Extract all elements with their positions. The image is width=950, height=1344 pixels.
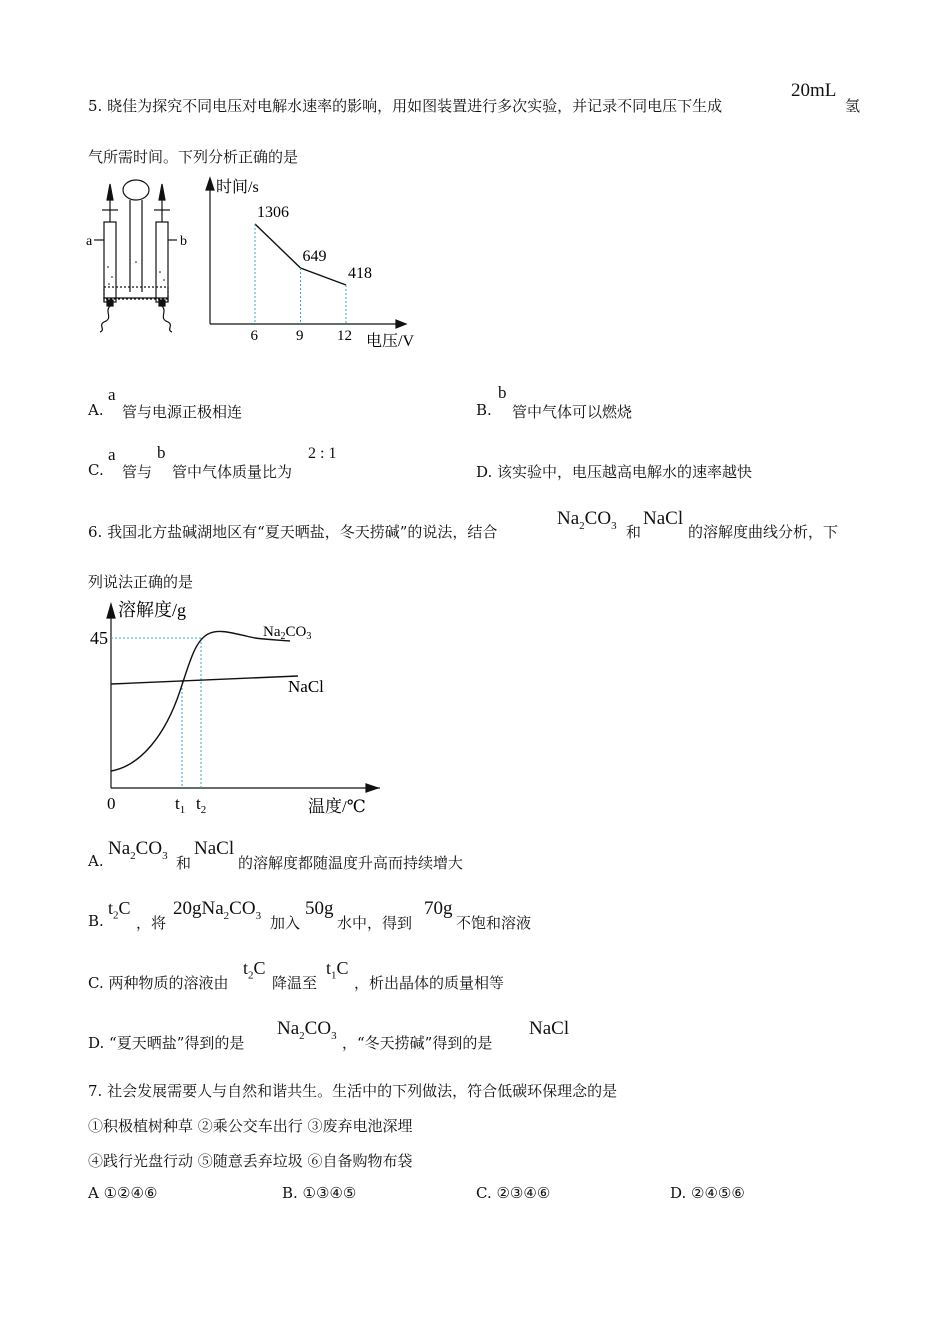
q6-ylabel: 溶解度/g [118,600,187,620]
q5-x-tick-label: 12 [337,328,352,344]
q5-data-label: 1306 [257,204,289,221]
q6-option-d[interactable] [88,1032,244,1053]
q6-y-tick-45: 45 [90,628,108,648]
q6-option-b-text4: 不饱和溶液 [456,914,532,932]
q6-stem-and: 和 [626,523,642,541]
q5-option-c-var-b: b [157,443,166,462]
q6-stem-na2co3: $Na_2CO_3$ [557,508,617,532]
option-prefix: C. [88,461,104,479]
q5-option-c[interactable] [88,461,104,479]
q5-data-label: 418 [348,265,372,282]
q7-option-c[interactable]: C. ②③④⑥ [476,1184,551,1202]
q6-option-b-text3: 水中，得到 [337,914,413,932]
q6-option-b[interactable] [88,912,104,930]
q5-option-c-text2: 管中气体质量比为 [172,463,293,481]
series-label-nacl: NaCl [288,677,324,696]
q7-line1: ①积极植树种草 ②乘公交车出行 ③废弃电池深埋 [88,1117,413,1135]
q6-option-d-nacl: NaCl [529,1018,570,1039]
q6-option-c-t1c: $t_1C$ [326,958,349,982]
q5-option-b-text: 管中气体可以燃烧 [512,403,633,421]
q5-option-a-text: 管与电源正极相连 [122,403,243,421]
q6-option-a-na2co3: $Na_2CO_3$ [108,838,168,862]
q5-option-d[interactable]: D. 该实验中，电压越高电解水的速率越快 [476,463,753,481]
series-nacl-line [111,676,298,684]
q6-option-b-50g: 50g [305,898,334,919]
mass-20g: 20g [173,898,202,919]
q6-x-tick-t2: $t_2$ [196,794,207,816]
q6-option-b-70g: 70g [424,898,453,919]
q6-stem-part1: 6. 我国北方盐碱湖地区有“夏天晒盐，冬天捞碱”的说法，结合 [88,523,498,541]
q6-option-c-text2: 降温至 [272,974,318,992]
q7-stem: 7. 社会发展需要人与自然和谐共生。生活中的下列做法，符合低碳环保理念的是 [88,1082,618,1100]
q5-data-label: 649 [302,248,327,265]
option-prefix: B. [88,912,104,930]
q5-series [251,204,373,344]
q6-stem-line2: 列说法正确的是 [88,573,194,591]
q6-x-tick-t1: $t_1$ [175,794,186,816]
q5-option-a[interactable] [88,401,104,419]
q5-option-b[interactable] [476,401,492,419]
q6-option-c[interactable] [88,972,228,993]
q5-ylabel: 时间/s [216,179,259,196]
q7-option-a[interactable]: A ①②④⑥ [88,1184,158,1202]
q5-volume-20ml: 20mL [791,80,837,101]
apparatus-label-a: a [86,234,93,249]
q5-x-tick-label: 6 [250,328,258,344]
q6-option-a[interactable] [88,852,104,870]
q5-series-line [255,224,346,285]
q5-option-c-ratio: 2 : 1 [308,445,337,462]
q6-option-b-text1: ，将 [136,914,167,932]
q6-option-d-text2: ，“冬天捞碱”得到的是 [342,1034,493,1052]
q5-stem-hydrogen: 氢 [845,97,861,115]
q6-option-b-20g: $20gNa_2CO_3$ [173,898,262,922]
series-label-na2co3: $Na_2CO_3$ [263,624,312,642]
q6-solubility-chart [80,596,380,821]
q6-option-b-text2: 加入 [270,914,301,932]
option-prefix: A. [88,401,104,419]
q5-stem-text: 5. 晓佳为探究不同电压对电解水速率的影响，用如图装置进行多次实验，并记录不同电压下生成 [88,97,723,115]
q5-time-voltage-chart [198,172,428,352]
q6-option-b-t2c: $t_2C$ [108,898,131,922]
q6-stem-part2: 的溶解度曲线分析，下 [688,523,839,541]
q5-option-c-var-a: a [108,445,116,464]
apparatus-label-b: b [180,234,187,249]
q5-x-tick-label: 9 [296,328,304,344]
q5-option-a-var: a [108,385,116,404]
q6-option-c-t2c: $t_2C$ [243,958,266,982]
q6-option-c-text3: ，析出晶体的质量相等 [354,974,505,992]
q7-line2: ④践行光盘行动 ⑤随意丢弃垃圾 ⑥自备购物布袋 [88,1152,413,1170]
q6-stem-nacl: NaCl [643,508,684,529]
q5-option-c-text1: 管与 [122,463,153,481]
q6-x-tick-0: 0 [107,794,116,813]
option-c-text1: C. 两种物质的溶液由 [88,974,229,992]
q5-option-b-var: b [498,383,507,402]
q6-option-a-and: 和 [176,854,192,872]
q7-option-b[interactable]: B. ①③④⑤ [282,1184,357,1202]
q5-stem-line1 [88,95,722,116]
q7-option-d[interactable]: D. ②④⑤⑥ [670,1184,745,1202]
q6-xlabel: 温度/℃ [308,797,366,816]
q6-option-a-nacl: NaCl [194,838,235,859]
q6-option-a-text: 的溶解度都随温度升高而持续增大 [238,854,464,872]
q6-option-d-na2co3: $Na_2CO_3$ [277,1018,337,1042]
option-prefix: B. [476,401,492,419]
option-d-text1: D. “夏天晒盐”得到的是 [88,1034,245,1052]
option-prefix: A. [88,852,104,870]
q5-stem-line2: 气所需时间。下列分析正确的是 [88,148,299,166]
q5-xlabel: 电压/V [366,333,415,350]
electrolysis-apparatus [84,172,194,342]
